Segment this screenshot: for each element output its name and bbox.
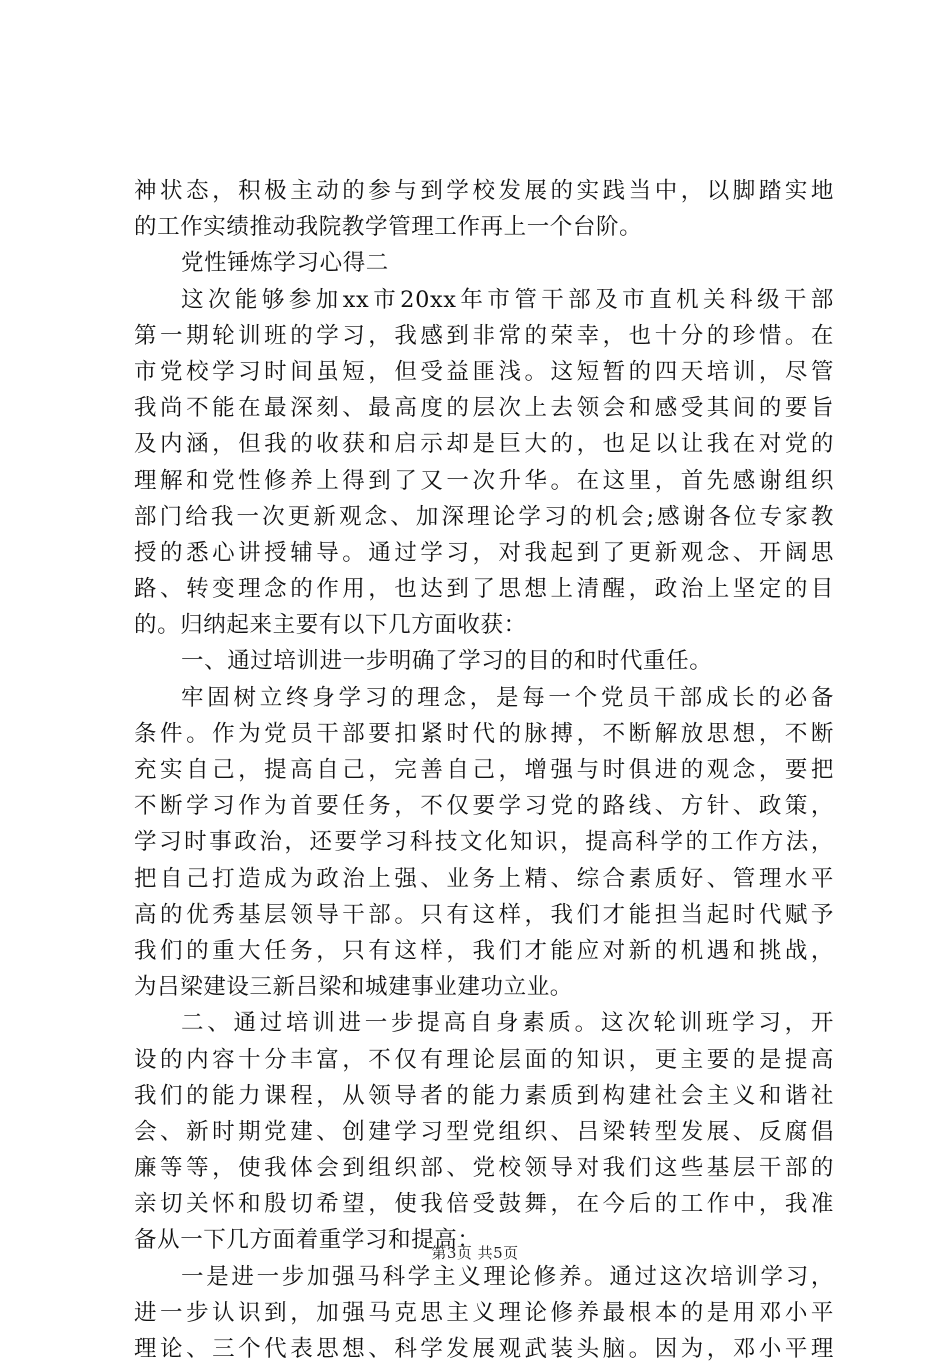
- text-line: 授的悉心讲授辅导。通过学习，对我起到了更新观念、开阔思: [134, 539, 834, 566]
- text-line: 二、通过培训进一步提高自身素质。这次轮训班学习，开: [181, 1010, 834, 1037]
- text-line: 第一期轮训班的学习，我感到非常的荣幸，也十分的珍惜。在: [134, 322, 834, 349]
- text-line: 我尚不能在最深刻、最高度的层次上去领会和感受其间的要旨: [134, 395, 834, 422]
- text-line: 高的优秀基层领导干部。只有这样，我们才能担当起时代赋予: [134, 901, 834, 928]
- text-line: 充实自己，提高自己，完善自己，增强与时俱进的观念，要把: [134, 757, 834, 783]
- text-line: 的。归纳起来主要有以下几方面收获：: [134, 612, 527, 639]
- text-line: 理论、三个代表思想、科学发展观武装头脑。因为，邓小平理: [134, 1336, 834, 1362]
- text-line: 亲切关怀和殷切希望，使我倍受鼓舞，在今后的工作中，我准: [134, 1191, 834, 1218]
- text-line: 为吕梁建设三新吕梁和城建事业建功立业。: [134, 974, 573, 1001]
- text-line: 条件。作为党员干部要扣紧时代的脉搏，不断解放思想，不断: [134, 720, 834, 747]
- text-line: 不断学习作为首要任务，不仅要学习党的路线、方针、政策，: [134, 793, 834, 820]
- page-footer: 第3页 共5页: [431, 1244, 519, 1262]
- text-line: 理解和党性修养上得到了又一次升华。在这里，首先感谢组织: [134, 467, 834, 494]
- text-line: 我们的重大任务，只有这样，我们才能应对新的机遇和挑战，: [134, 937, 834, 964]
- text-line: 我们的能力课程，从领导者的能力素质到构建社会主义和谐社: [134, 1082, 834, 1109]
- text-line: 廉等等，使我体会到组织部、党校领导对我们这些基层干部的: [134, 1155, 834, 1182]
- text-line: 这次能够参加xx市20xx年市管干部及市直机关科级干部: [181, 286, 834, 313]
- text-line: 把自己打造成为政治上强、业务上精、综合素质好、管理水平: [134, 865, 834, 892]
- text-line: 一、通过培训进一步明确了学习的目的和时代重任。: [181, 648, 713, 675]
- text-line: 备从一下几方面着重学习和提高：: [134, 1227, 481, 1254]
- text-line: 路、转变理念的作用，也达到了思想上清醒，政治上坚定的目: [134, 576, 834, 603]
- text-line: 市党校学习时间虽短，但受益匪浅。这短暂的四天培训，尽管: [134, 358, 834, 385]
- document-body: [134, 173, 834, 1367]
- text-line: 进一步认识到，加强马克思主义理论修养最根本的是用邓小平: [134, 1299, 834, 1326]
- text-line: 神状态，积极主动的参与到学校发展的实践当中，以脚踏实地: [134, 178, 834, 204]
- text-line: 会、新时期党建、创建学习型党组织、吕梁转型发展、反腐倡: [134, 1118, 834, 1145]
- text-line: 及内涵，但我的收获和启示却是巨大的，也足以让我在对党的: [134, 431, 834, 458]
- text-line: 部门给我一次更新观念、加深理论学习的机会;感谢各位专家教: [134, 503, 834, 530]
- text-line: 学习时事政治，还要学习科技文化知识，提高科学的工作方法，: [134, 829, 834, 856]
- text-line: 的工作实绩推动我院教学管理工作再上一个台阶。: [134, 214, 643, 241]
- text-line: 一是进一步加强马科学主义理论修养。通过这次培训学习，: [181, 1263, 834, 1290]
- text-line: 牢固树立终身学习的理念，是每一个党员干部成长的必备: [181, 684, 834, 711]
- text-line: 党性锤炼学习心得二: [181, 250, 389, 277]
- text-line: 设的内容十分丰富，不仅有理论层面的知识，更主要的是提高: [134, 1046, 834, 1073]
